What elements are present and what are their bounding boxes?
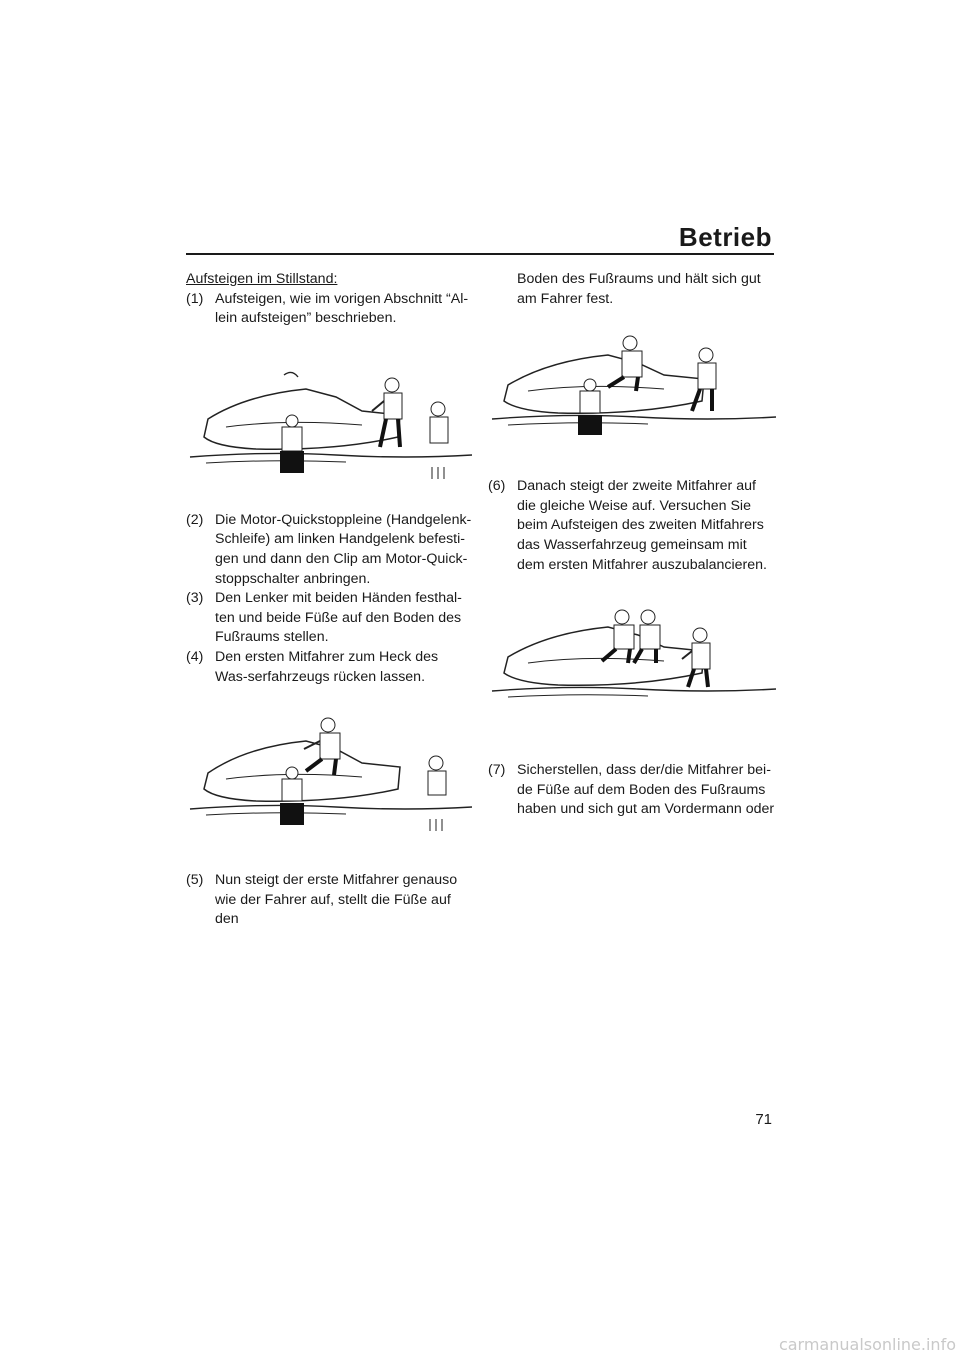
step-5-continuation: Boden des Fußraums und hält sich gut am Fahrer fest. [517,271,761,307]
step-6 [488,477,778,575]
step-text: Aufsteigen, wie im vorigen Abschnitt “Al-lein aufsteigen” beschrieben. [215,290,469,327]
right-column [488,270,778,820]
watermark: carmanualsonline.info [778,1335,956,1354]
section-heading: Aufsteigen im Stillstand: [186,271,338,287]
header-rule [186,253,774,255]
step-5 [186,871,474,930]
page-title: Betrieb [678,222,772,252]
illustration-rider-mounting [186,367,474,485]
step-number: (4) [186,648,204,665]
illustration-second-passenger-mounting [488,607,778,723]
illustration-first-passenger-moves-back [186,717,474,837]
step-2 [186,511,474,589]
step-text: Danach steigt der zweite Mitfahrer auf die gleiche Weise auf. Versuchen Sie beim Aufsteigen des zweiten Mitfahrers das Wasserfahrzeug gemeinsam mit dem ersten Mitfahrer auszubalancieren. [517,478,767,573]
step-3 [186,589,474,648]
step-number: (7) [488,762,506,779]
step-number: (5) [186,872,204,889]
step-text: Die Motor-Quickstoppleine (Handgelenk-Schleife) am linken Handgelenk befesti-gen und dann den Clip am Motor-Quick-stoppschalter anbringen. [215,511,472,587]
step-4 [186,648,474,687]
left-column [186,270,474,930]
step-number: (6) [488,478,506,495]
step-text: Sicherstellen, dass der/die Mitfahrer bei-de Füße auf dem Boden des Fußraums haben und sich gut am Vordermann oder [517,762,775,818]
step-number: (2) [186,511,204,528]
step-number: (3) [186,590,204,607]
step-1 [186,290,474,329]
step-text: Den ersten Mitfahrer zum Heck des Was-serfahrzeugs rücken lassen. [215,648,439,685]
illustration-first-passenger-mounted [488,335,778,447]
step-text: Nun steigt der erste Mitfahrer genauso wie der Fahrer auf, stellt die Füße auf den [215,872,458,928]
step-number: (1) [186,290,204,307]
page-number: 71 [755,1111,772,1128]
step-text: Den Lenker mit beiden Händen festhal-ten und beide Füße auf den Boden des Fußraums stellen. [215,590,462,646]
step-7 [488,761,778,820]
